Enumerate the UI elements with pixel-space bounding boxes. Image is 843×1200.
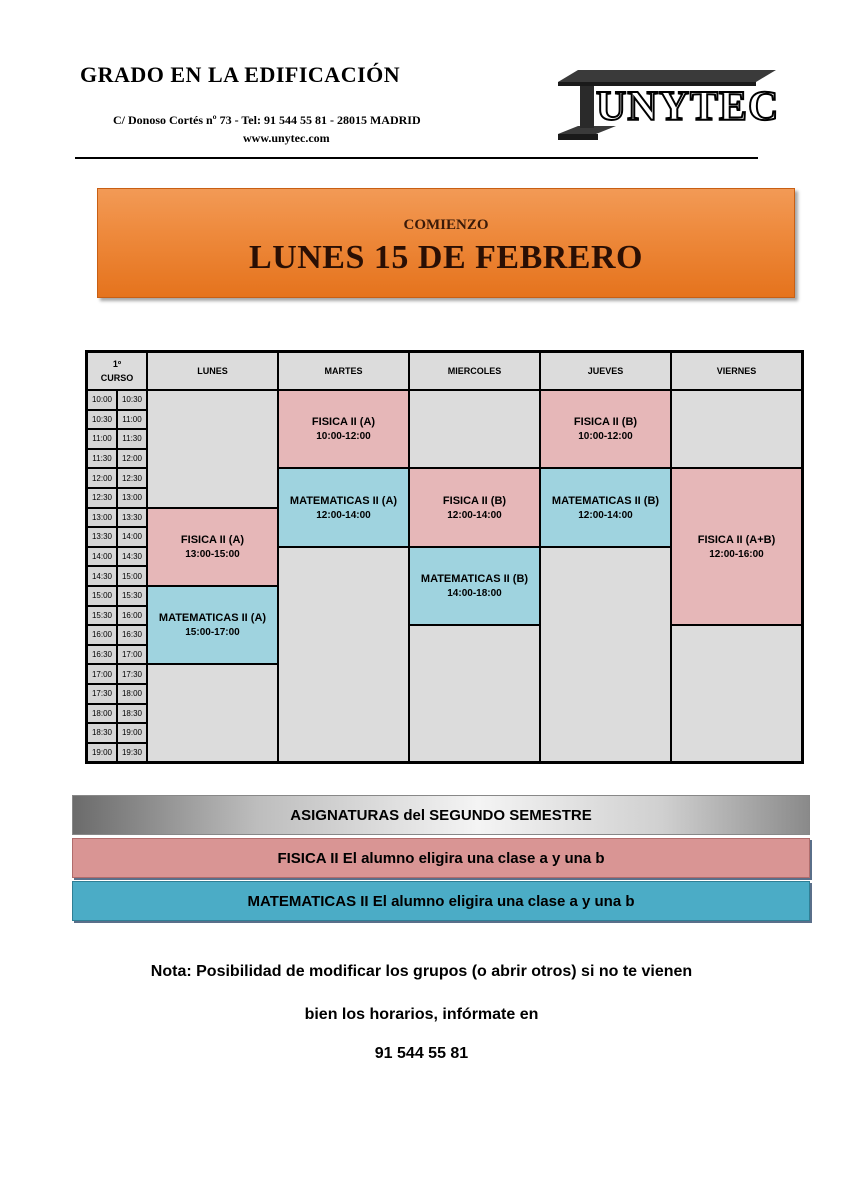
banner-date: LUNES 15 DE FEBRERO [249,239,643,276]
time-slot-end: 16:30 [117,625,147,645]
day-header-lunes: LUNES [147,352,278,390]
time-slot-start: 17:30 [87,684,117,704]
class-block-matematicas[interactable] [147,586,278,664]
empty-block [409,390,540,468]
class-name: MATEMATICAS II (A) [289,494,398,507]
class-name: MATEMATICAS II (A) [158,612,267,625]
start-date-banner [97,188,795,298]
class-name: FISICA II (A+B) [697,533,776,546]
time-slot-end: 12:00 [117,449,147,469]
class-name: MATEMATICAS II (B) [551,494,660,507]
unytec-logo [556,68,778,144]
subject-matematicas: MATEMATICAS II El alumno eligira una clase a y una b [72,881,810,921]
corner-line-2: CURSO [100,373,134,383]
class-block-matematicas[interactable] [278,468,409,546]
time-slot-end: 19:00 [117,723,147,743]
class-block-fisica[interactable] [540,390,671,468]
subjects-heading: ASIGNATURAS del SEGUNDO SEMESTRE [72,795,810,835]
class-time: 15:00-17:00 [185,627,240,639]
empty-block [671,390,802,468]
class-name: FISICA II (A) [311,416,376,429]
class-time: 10:00-12:00 [316,431,371,443]
school-address: C/ Donoso Cortés nº 73 - Tel: 91 544 55 81 - 28015 MADRID [113,113,421,127]
time-slot-start: 17:00 [87,664,117,684]
time-slot-end: 14:30 [117,547,147,567]
logo-text: UNYTEC [596,84,778,130]
time-slot-end: 17:30 [117,664,147,684]
time-slot-start: 12:30 [87,488,117,508]
time-slot-start: 14:00 [87,547,117,567]
time-slot-end: 13:00 [117,488,147,508]
empty-block [278,547,409,763]
class-name: FISICA II (B) [573,416,638,429]
time-slot-start: 16:30 [87,645,117,665]
class-time: 10:00-12:00 [578,431,633,443]
class-name: FISICA II (B) [442,494,507,507]
school-website[interactable]: www.unytec.com [243,131,330,145]
class-block-fisica[interactable] [278,390,409,468]
note-phone[interactable]: 91 544 55 81 [374,1045,469,1062]
class-block-fisica[interactable] [671,468,802,625]
day-header-martes: MARTES [278,352,409,390]
class-time: 12:00-14:00 [316,509,371,521]
time-slot-start: 15:00 [87,586,117,606]
time-slot-end: 14:00 [117,527,147,547]
day-header-jueves: JUEVES [540,352,671,390]
class-block-matematicas[interactable] [409,547,540,625]
time-slot-start: 15:30 [87,606,117,626]
header-divider [75,157,758,159]
empty-block [147,390,278,508]
class-time: 12:00-14:00 [447,509,502,521]
class-time: 12:00-14:00 [578,509,633,521]
class-time: 14:00-18:00 [447,587,502,599]
note-line-1: Nota: Posibilidad de modificar los grupos (o abrir otros) si no te vienen [150,963,693,980]
time-slot-end: 18:30 [117,704,147,724]
time-slot-start: 11:00 [87,429,117,449]
time-slot-start: 18:00 [87,704,117,724]
time-slot-start: 10:00 [87,390,117,410]
class-block-matematicas[interactable] [540,468,671,546]
time-slot-end: 11:30 [117,429,147,449]
time-slot-start: 11:30 [87,449,117,469]
class-block-fisica[interactable] [147,508,278,586]
empty-block [409,625,540,762]
time-slot-start: 12:00 [87,468,117,488]
day-header-viernes: VIERNES [671,352,802,390]
unytec-logo-graphic [556,68,778,144]
time-slot-end: 17:00 [117,645,147,665]
empty-block [147,664,278,762]
time-slot-start: 14:30 [87,566,117,586]
time-slot-start: 18:30 [87,723,117,743]
time-slot-end: 12:30 [117,468,147,488]
class-block-fisica[interactable] [409,468,540,546]
time-slot-start: 10:30 [87,410,117,430]
time-slot-end: 19:30 [117,743,147,763]
time-slot-end: 18:00 [117,684,147,704]
subject-fisica: FISICA II El alumno eligira una clase a y una b [72,838,810,878]
time-slot-end: 15:30 [117,586,147,606]
time-slot-end: 15:00 [117,566,147,586]
time-slot-end: 11:00 [117,410,147,430]
timetable [85,350,804,764]
day-header-miercoles: MIERCOLES [409,352,540,390]
class-time: 13:00-15:00 [185,548,240,560]
class-name: MATEMATICAS II (B) [420,572,529,585]
time-slot-start: 16:00 [87,625,117,645]
class-time: 12:00-16:00 [709,548,764,560]
empty-block [671,625,802,762]
time-slot-start: 13:00 [87,508,117,528]
empty-block [540,547,671,763]
banner-label: COMIENZO [403,217,489,233]
corner-line-1: 1º [112,359,122,369]
timetable-corner-label [87,352,147,390]
school-title: GRADO EN LA EDIFICACIÓN [80,62,401,87]
time-slot-end: 10:30 [117,390,147,410]
time-slot-end: 16:00 [117,606,147,626]
time-slot-end: 13:30 [117,508,147,528]
time-slot-start: 19:00 [87,743,117,763]
note-line-2: bien los horarios, infórmate en [304,1006,539,1023]
time-slot-start: 13:30 [87,527,117,547]
class-name: FISICA II (A) [180,533,245,546]
